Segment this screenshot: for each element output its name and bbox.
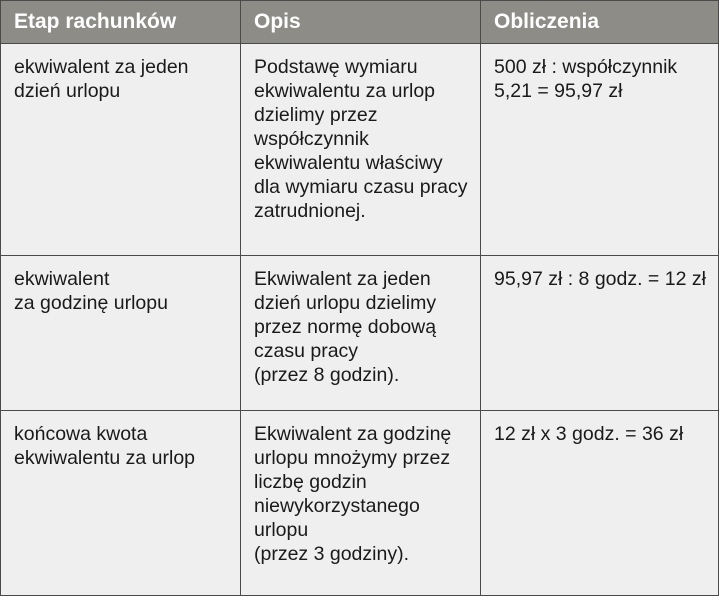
header-description: Opis [241, 1, 481, 44]
cell-description: Ekwiwalent za godzinę urlopu mnożymy przez liczbę godzin niewykorzystanego urlopu (przez 3 godziny). [241, 411, 481, 596]
cell-calculation: 12 zł x 3 godz. = 36 zł [481, 411, 719, 596]
cell-description: Podstawę wymiaru ekwiwalentu za urlop dzielimy przez współczynnik ekwiwalentu właściwy dla wymiaru czasu pracy zatrudnionej. [241, 44, 481, 256]
cell-description: Ekwiwalent za jeden dzień urlopu dzielimy przez normę dobową czasu pracy (przez 8 godzin). [241, 256, 481, 411]
table-row [1, 256, 719, 411]
table-header-row [1, 1, 719, 44]
cell-calculation: 95,97 zł : 8 godz. = 12 zł [481, 256, 719, 411]
cell-stage: ekwiwalent za godzinę urlopu [1, 256, 241, 411]
cell-calculation: 500 zł : współczynnik 5,21 = 95,97 zł [481, 44, 719, 256]
cell-stage: końcowa kwota ekwiwalentu za urlop [1, 411, 241, 596]
header-calculation: Obliczenia [481, 1, 719, 44]
cell-stage: ekwiwalent za jeden dzień urlopu [1, 44, 241, 256]
table-row [1, 44, 719, 256]
header-stage: Etap rachunków [1, 1, 241, 44]
table-row [1, 411, 719, 596]
